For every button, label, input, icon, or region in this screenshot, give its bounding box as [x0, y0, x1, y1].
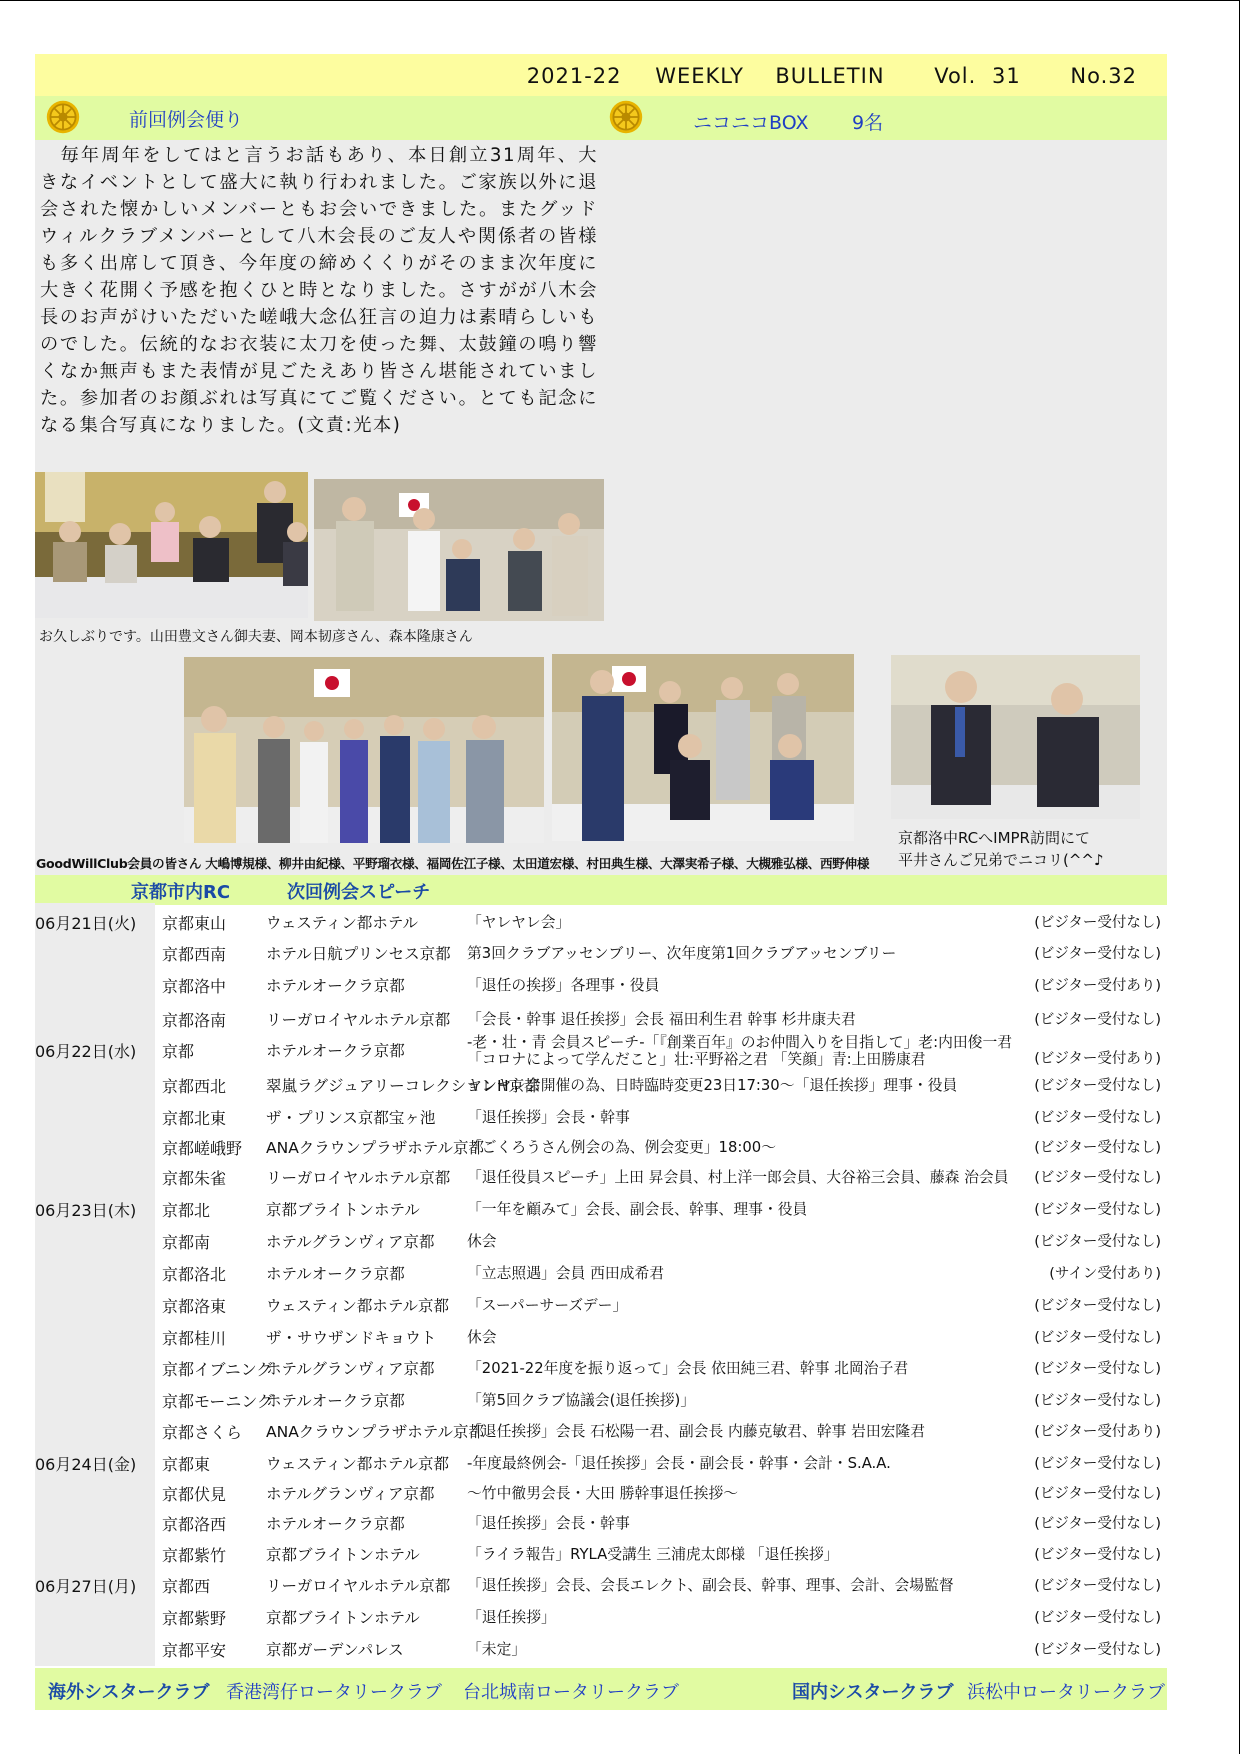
schedule-venue: ホテルオークラ京都	[266, 1265, 405, 1283]
schedule-topic: 「未定」	[467, 1641, 527, 1658]
schedule-row	[35, 1194, 1167, 1224]
schedule-club: 京都紫野	[162, 1609, 227, 1628]
schedule-venue: ホテルグランヴィア京都	[266, 1485, 435, 1503]
overseas-sister-1: 香港湾仔ロータリークラブ	[226, 1682, 442, 1703]
schedule-club: 京都北東	[162, 1109, 227, 1128]
photo-dinner-table	[35, 472, 308, 618]
schedule-venue: 京都ブライトンホテル	[266, 1201, 420, 1219]
schedule-topic: 「ごくろうさん例会の為、例会変更」18:00〜	[467, 1139, 776, 1156]
bulletin-header-text	[527, 64, 1137, 88]
schedule-club: 京都西南	[162, 945, 227, 964]
schedule-club: 京都洛中	[162, 977, 227, 996]
schedule-visitor-note: (ビジター受付なし)	[1034, 1578, 1161, 1594]
schedule-visitor-note: (ビジター受付なし)	[1034, 1140, 1161, 1156]
schedule-row	[35, 1258, 1167, 1288]
nikoniko-box-title: ニコニコBOX	[693, 112, 809, 134]
photo-group-standing	[314, 479, 604, 621]
schedule-club: 京都東山	[162, 914, 227, 933]
domestic-sister-label: 国内シスタークラブ	[792, 1682, 954, 1703]
schedule-topic: 「退任挨拶」会長・幹事	[467, 1109, 630, 1126]
schedule-visitor-note: (ビジター受付なし)	[1034, 1110, 1161, 1126]
schedule-club: 京都洛北	[162, 1265, 227, 1284]
schedule-row	[35, 1539, 1167, 1569]
schedule-visitor-note: (ビジター受付なし)	[1034, 1012, 1161, 1028]
schedule-club: 京都洛西	[162, 1515, 227, 1534]
photo-impr-visit	[891, 655, 1140, 819]
page-border-top	[0, 0, 1240, 1]
schedule-visitor-note: (ビジター受付あり)	[1034, 1424, 1161, 1440]
schedule-visitor-note: (ビジター受付なし)	[1034, 1330, 1161, 1346]
schedule-topic: 休会	[467, 1329, 497, 1346]
schedule-club: 京都朱雀	[162, 1169, 227, 1188]
schedule-club: 京都南	[162, 1233, 211, 1252]
goodwill-caption: GoodWillClub会員の皆さん 大嶋博規様、柳井由紀様、平野瑠衣様、福岡佐江子様、太田道宏様、村田典生様、大澤実希子様、大槻雅弘様、西野伸様	[36, 856, 870, 871]
schedule-date: 06月23日(木)	[35, 1201, 137, 1220]
schedule-visitor-note: (ビジター受付なし)	[1034, 1642, 1161, 1658]
schedule-venue: ANAクラウンプラザホテル京都	[266, 1423, 485, 1441]
schedule-venue: リーガロイヤルホテル京都	[266, 1169, 451, 1187]
schedule-topic: 「ヤレヤレ会」	[467, 914, 571, 931]
schedule-date: 06月21日(火)	[35, 914, 137, 933]
schedule-venue: ホテルオークラ京都	[266, 977, 405, 995]
schedule-venue: 翠嵐ラグジュアリーコレクションH京都	[266, 1077, 540, 1095]
schedule-visitor-note: (ビジター受付なし)	[1034, 1298, 1161, 1314]
schedule-row	[35, 1322, 1167, 1352]
rotary-wheel-icon	[45, 99, 81, 135]
schedule-club: 京都モーニング	[162, 1392, 274, 1411]
schedule-row	[35, 907, 1167, 937]
schedule-row	[35, 1070, 1167, 1100]
schedule-venue: ウェスティン都ホテル京都	[266, 1297, 450, 1315]
header-no: No.32	[1070, 64, 1137, 88]
schedule-header-left: 京都市内RC	[131, 882, 231, 903]
schedule-venue: ホテルグランヴィア京都	[266, 1360, 435, 1378]
schedule-club: 京都西	[162, 1577, 211, 1596]
schedule-visitor-note: (ビジター受付なし)	[1034, 1202, 1161, 1218]
schedule-club: 京都西北	[162, 1077, 227, 1096]
schedule-club: 京都北	[162, 1201, 211, 1220]
schedule-venue: ウェスティン都ホテル	[266, 914, 419, 932]
schedule-row	[35, 1162, 1167, 1192]
schedule-topic: 「一年を顧みて」会長、副会長、幹事、理事・役員	[467, 1201, 808, 1218]
schedule-topic: 「退任挨拶」会長・幹事	[467, 1515, 630, 1532]
schedule-club: 京都洛東	[162, 1297, 227, 1316]
schedule-visitor-note: (ビジター受付なし)	[1034, 1393, 1161, 1409]
schedule-club: 京都	[162, 1042, 195, 1061]
impr-caption-line1: 京都洛中RCへIMPR訪問にて	[898, 829, 1090, 847]
schedule-topic: 「ライラ報告」RYLA受講生 三浦虎太郎様 「退任挨拶」	[467, 1546, 839, 1563]
schedule-topic: 「スーパーサーズデー」	[467, 1297, 628, 1314]
schedule-topic: ヤレヤレ会開催の為、日時臨時変更23日17:30〜「退任挨拶」理事・役員	[467, 1077, 958, 1094]
schedule-visitor-note: (ビジター受付なし)	[1034, 1547, 1161, 1563]
schedule-row	[35, 1385, 1167, 1415]
schedule-topic: 休会	[467, 1233, 497, 1250]
schedule-row	[35, 1570, 1167, 1600]
schedule-visitor-note: (ビジター受付なし)	[1034, 1078, 1161, 1094]
schedule-topic: 「退任の挨拶」各理事・役員	[467, 977, 660, 994]
schedule-visitor-note: (ビジター受付なし)	[1034, 1361, 1161, 1377]
schedule-venue: 京都ブライトンホテル	[266, 1609, 420, 1627]
schedule-venue: ホテルグランヴィア京都	[266, 1233, 435, 1251]
photo-pair-caption: お久しぶりです。山田豊文さん御夫妻、岡本韧彦さん、森本隆康さん	[39, 629, 473, 645]
rotary-wheel-icon	[608, 99, 644, 135]
schedule-row	[35, 1602, 1167, 1632]
schedule-venue: リーガロイヤルホテル京都	[266, 1011, 451, 1029]
schedule-venue: ザ・サウザンドキョウト	[266, 1329, 437, 1347]
schedule-topic: 第3回クラブアッセンブリー、次年度第1回クラブアッセンブリー	[467, 945, 897, 962]
schedule-date: 06月24日(金)	[35, 1455, 137, 1474]
schedule-topic: -年度最終例会-「退任挨拶」会長・副会長・幹事・会計・S.A.A.	[467, 1455, 891, 1472]
schedule-club: 京都東	[162, 1455, 211, 1474]
schedule-venue: ホテルオークラ京都	[266, 1515, 405, 1533]
nikoniko-box-count: 9名	[852, 112, 884, 134]
bulletin-header	[35, 54, 1167, 96]
previous-meeting-title: 前回例会便り	[129, 109, 244, 131]
schedule-visitor-note: (ビジター受付なし)	[1034, 1234, 1161, 1250]
schedule-topic: 〜竹中徹男会長・大田 勝幹事退任挨拶〜	[467, 1485, 739, 1502]
schedule-topic: 「第5回クラブ協議会(退任挨拶)」	[467, 1392, 696, 1409]
schedule-date: 06月22日(水)	[35, 1042, 137, 1061]
header-title: WEEKLY BULLETIN	[655, 64, 885, 88]
schedule-venue: リーガロイヤルホテル京都	[266, 1577, 451, 1595]
schedule-club: 京都嵯峨野	[162, 1139, 243, 1158]
schedule-visitor-note: (ビジター受付あり)	[1034, 978, 1161, 994]
schedule-topic: 「退任挨拶」会長 石松陽一君、副会長 内藤克敏君、幹事 岩田宏隆君	[467, 1423, 926, 1440]
schedule-date: 06月27日(月)	[35, 1577, 137, 1596]
schedule-row	[35, 1416, 1167, 1446]
sister-club-footer	[35, 1668, 1167, 1710]
schedule-club: 京都桂川	[162, 1329, 227, 1348]
schedule-visitor-note: (ビジター受付なし)	[1034, 915, 1161, 931]
header-vol: Vol. 31	[934, 64, 1021, 88]
schedule-row	[35, 1478, 1167, 1508]
schedule-venue: ザ・プリンス京都宝ヶ池	[266, 1109, 436, 1127]
schedule-row	[35, 970, 1167, 1000]
schedule-topic: 「2021-22年度を振り返って」会長 依田純三君、幹事 北岡治子君	[467, 1360, 909, 1377]
domestic-sister-1: 浜松中ロータリークラブ	[967, 1682, 1165, 1703]
header-date: 2021-22	[526, 64, 622, 88]
photo-goodwill-group	[184, 657, 544, 843]
overseas-sister-label: 海外シスタークラブ	[48, 1682, 210, 1703]
schedule-row	[35, 1034, 1167, 1068]
schedule-club: 京都平安	[162, 1641, 227, 1660]
schedule-venue: ホテルオークラ京都	[266, 1042, 405, 1060]
schedule-row	[35, 1290, 1167, 1320]
schedule-row	[35, 1004, 1167, 1034]
schedule-topic: 「会長・幹事 退任挨拶」会長 福田利生君 幹事 杉井康夫君	[467, 1011, 856, 1028]
schedule-topic: 「退任挨拶」	[467, 1609, 556, 1626]
schedule-visitor-note: (ビジター受付なし)	[1034, 1456, 1161, 1472]
schedule-club: 京都紫竹	[162, 1546, 227, 1565]
schedule-row	[35, 1448, 1167, 1478]
photo-kimono-group	[552, 654, 854, 841]
schedule-row	[35, 1634, 1167, 1664]
schedule-visitor-note: (ビジター受付なし)	[1034, 1610, 1161, 1626]
schedule-topic: 「立志照遇」会員 西田成希君	[467, 1265, 665, 1282]
schedule-row	[35, 1102, 1167, 1132]
schedule-row	[35, 1226, 1167, 1256]
schedule-header-right: 次回例会スピーチ	[287, 882, 431, 903]
schedule-venue: 京都ブライトンホテル	[266, 1546, 420, 1564]
schedule-visitor-note: (ビジター受付なし)	[1034, 1486, 1161, 1502]
schedule-row	[35, 938, 1167, 968]
schedule-club: 京都洛南	[162, 1011, 227, 1030]
schedule-visitor-note: (ビジター受付なし)	[1034, 1170, 1161, 1186]
schedule-club: 京都イブニング	[162, 1360, 273, 1379]
schedule-topic-line2: 「コロナによって学んだこと」壮:平野裕之君 「笑顔」青:上田勝康君	[467, 1051, 926, 1068]
schedule-topic: 「退任挨拶」会長、会長エレクト、副会長、幹事、理事、会計、会場監督	[467, 1577, 954, 1594]
meeting-report-text: 毎年周年をしてはと言うお話もあり、本日創立31周年、大きなイベントとして盛大に執り行われました。ご家族以外に退会された懐かしいメンバーともお会いできました。またグッドウィルクラブメンバーとして八木会長のご友人や関係者の皆様も多く出席して頂き、今年度の締めくくりがそのまま次年度に大きく花開く予感を抱くひと時となりました。さすがが八木会長のお声がけいただいた嵯峨大念仏狂言の迫力は素晴らしいものでした。伝統的なお衣装に太刀を使った舞、太鼓鐘の鳴り響くなか無声もまた表情が見ごたえあり皆さん堪能されていました。参加者のお顔ぶれは写真にてご覧ください。とても記念になる集合写真になりました。(文責:光本)	[40, 145, 598, 436]
schedule-row	[35, 1508, 1167, 1538]
schedule-club: 京都伏見	[162, 1485, 227, 1504]
schedule-visitor-note: (ビジター受付なし)	[1034, 1516, 1161, 1532]
schedule-visitor-note: (ビジター受付あり)	[1034, 1051, 1161, 1067]
impr-caption-line2: 平井さんご兄弟でニコリ(^^♪	[898, 851, 1104, 869]
schedule-topic: -老・壮・青 会員スピーチ-「『創業百年』のお仲間入りを目指して」老:内田俊一君	[467, 1034, 1013, 1051]
schedule-topic: 「退任役員スピーチ」上田 昇会員、村上洋一郎会員、大谷裕三会員、藤森 治会員	[467, 1169, 1009, 1186]
schedule-venue: ANAクラウンプラザホテル京都	[266, 1139, 485, 1157]
schedule-row	[35, 1132, 1167, 1162]
schedule-venue: ホテル日航プリンセス京都	[266, 945, 451, 963]
schedule-row	[35, 1353, 1167, 1383]
schedule-venue: 京都ガーデンパレス	[266, 1641, 404, 1659]
schedule-visitor-note: (ビジター受付なし)	[1034, 946, 1161, 962]
overseas-sister-2: 台北城南ロータリークラブ	[463, 1682, 679, 1703]
schedule-club: 京都さくら	[162, 1423, 243, 1442]
schedule-visitor-note: (サイン受付あり)	[1049, 1266, 1161, 1282]
schedule-venue: ホテルオークラ京都	[266, 1392, 405, 1410]
schedule-venue: ウェスティン都ホテル京都	[266, 1455, 450, 1473]
